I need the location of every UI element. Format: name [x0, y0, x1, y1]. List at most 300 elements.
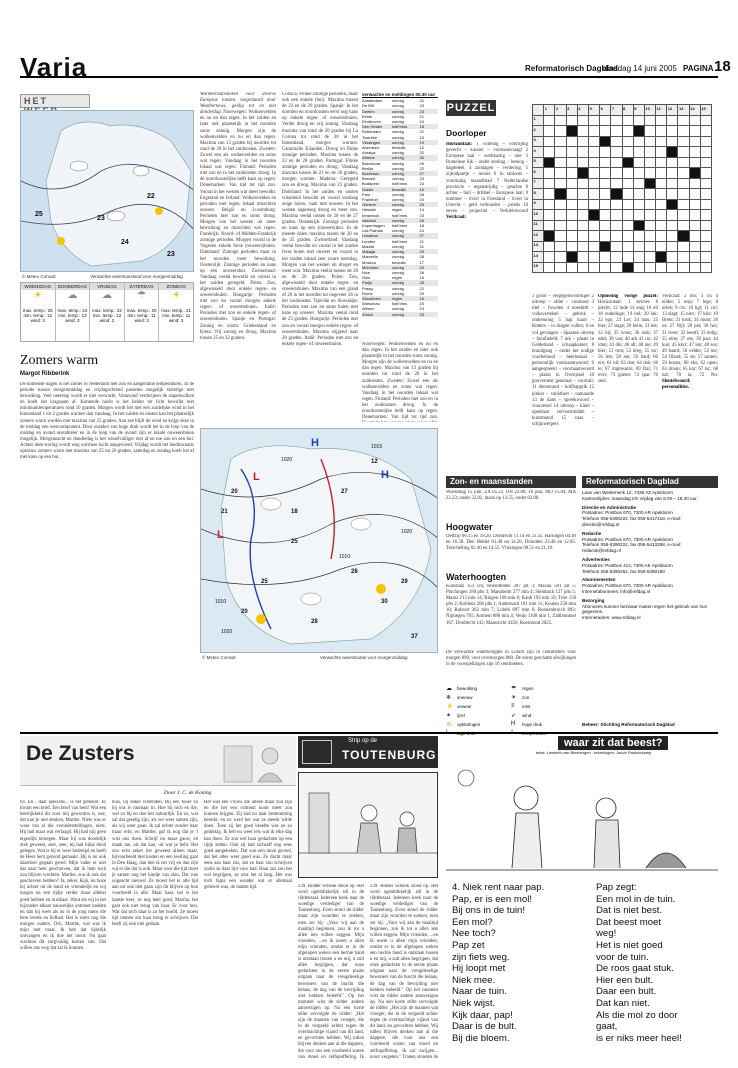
grid-cell[interactable]: [600, 231, 611, 242]
grid-cell[interactable]: [600, 252, 611, 263]
grid-cell[interactable]: [667, 168, 678, 179]
grid-cell[interactable]: [544, 115, 555, 126]
grid-cell[interactable]: [622, 241, 633, 252]
forecast-line: min. temp.: 12: [92, 313, 122, 318]
grid-row-number[interactable]: 7: [533, 178, 544, 189]
grid-cell[interactable]: [678, 262, 689, 273]
grid-cell[interactable]: [644, 147, 655, 158]
table-cell: Wenen: [362, 306, 375, 312]
grid-row-number[interactable]: 13: [533, 241, 544, 252]
waar-header: [446, 736, 718, 754]
grid-cell[interactable]: [577, 115, 588, 126]
grid-cell[interactable]: [667, 241, 678, 252]
grid-cell[interactable]: [566, 136, 577, 147]
grid-column-number[interactable]: 4: [577, 105, 588, 116]
grid-cell[interactable]: [588, 168, 599, 179]
low-pressure-icon: L: [446, 730, 450, 736]
grid-row-number[interactable]: 11: [533, 220, 544, 231]
table-cell: zonnig: [392, 217, 404, 223]
grid-cell[interactable]: [588, 199, 599, 210]
grid-black-cell[interactable]: [611, 189, 622, 200]
grid-cell[interactable]: [600, 199, 611, 210]
grid-column-number[interactable]: 9: [633, 105, 644, 116]
grid-cell[interactable]: [577, 189, 588, 200]
grid-cell[interactable]: [588, 189, 599, 200]
grid-black-cell[interactable]: [566, 126, 577, 137]
grid-row-number[interactable]: 9: [533, 199, 544, 210]
body: Noorwegen: Wolkenvelden en nu en dan regen. In het zuiden en later ook plaatselijk in het noorden soms zonnig. Morgen zijn de wolkenvelden en nu en dan regen. Maxima van 13 graden bij noorden tot rond de 20 in het zuidoosten. Zweden: Zowel een als wolkenvelden en soms wat regen. Vandaag in het noorden lokaal wat regen. Finland: Perioden met zon en in het zuidoosten droog. In de noordoostelijke helft kans op regen. Denemarken: Van tijd tot tijd zon. Vooral in het westen wat meer bewolkt. Engeland en Ierland: Wolkenvelden en perioden met regen, lokaal misschien onweer. België en Luxemburg: Perioden met zon en soms droog. Morgen van het westen uit meer bewolking en misschien wat regen. Frankrijk: Noord- of Midden-Frankrijk zonnige perioden. Morgen vooral in de Vogezen enkele forse (onweers)buien. Duitsland: Zonnige perioden maar in het noorden meer bewolking. Oostenrijk: Zonnige perioden en kans op een onweersbui. Zwitserland: Vandaag veelal bewolkt en vooral in het zuiden geregeld. Polen: Zon, afgewisseld door enkele regen- en onweersbuien. Hongarije: Perioden met zon en vooral morgen enkele regen- of onweersbuien. Italië: Perioden met zon en enkele regen- of onweersbuien. Spanje en Portugal: Zonnig en warm. Griekenland en Kreta: Vrij zonnig en droog. Maxima tussen 25 en 32 graden.: [200, 110, 276, 341]
grid-cell[interactable]: [566, 199, 577, 210]
grid-cell[interactable]: [689, 199, 700, 210]
grid-cell[interactable]: [656, 168, 667, 179]
grid-cell[interactable]: [633, 115, 644, 126]
grid-cell[interactable]: [644, 136, 655, 147]
grid-cell[interactable]: [633, 231, 644, 242]
colofon-beheer: Beheer: Stichting Reformatorisch Dagblad: [582, 722, 675, 727]
grid-cell[interactable]: [656, 147, 667, 158]
forecast-line: wind: 3: [169, 318, 184, 323]
grid-column-number[interactable]: 1: [544, 105, 555, 116]
grid-black-cell[interactable]: [566, 252, 577, 263]
grid-cell[interactable]: [588, 147, 599, 158]
grid-cell[interactable]: [544, 168, 555, 179]
grid-black-cell[interactable]: [555, 189, 566, 200]
grid-cell[interactable]: [700, 199, 711, 210]
grid-cell[interactable]: [577, 178, 588, 189]
grid-column-number[interactable]: 13: [678, 105, 689, 116]
grid-cell[interactable]: [611, 126, 622, 137]
grid-cell[interactable]: [555, 262, 566, 273]
strip-text-1: 139. Ridder Schenk stond op. Het werd ogenblikkelijk stil in de riddenzaal. Iedereen keek naar de woedige verdediger van de Toutenburg. Even stond de ridder maar zijn woorden te zoeken, toen zei hij: „Voor wij aan de maaltijd beginnen, zou ik tot u allen iets willen zeggen. Mijn vrienden, ...en ik noem u allen mijn vrienden, omdat er in de afgelopen weken een hechte band is ontstaan tussen u en mij, u zult allen begrijpen, dat onze gedachten in de eerste plaats uitgaan naar de vreugdeselige bewoners van de burcht die helaas, de dag van de bevrijding niet hebben beleefd." Op het moment wist de ridder andere aanwezigen op. Na een korte stilte vervolgde de ridder: „Het zijn de mannen van vroeger, die in de vergeeld achter tegen de overmachtige vijand van dit land, en gevochten hebben. Wij tullen blijven denken aan al die dappere, die voor ons een voorbeeld waren van moed en zelfopoffering. Ik: [298, 884, 364, 1059]
grid-cell[interactable]: [656, 136, 667, 147]
colofon-line: Internetadres: www.refdag.nl: [582, 615, 641, 621]
grid-cell[interactable]: [611, 252, 622, 263]
grid-cell[interactable]: [644, 189, 655, 200]
grid-cell[interactable]: [577, 231, 588, 242]
table-cell: Antalya: [362, 150, 376, 156]
colofon-title: Reformatorisch Dagblad: [582, 476, 718, 488]
grid-cell[interactable]: [577, 241, 588, 252]
grid-black-cell[interactable]: [600, 136, 611, 147]
table-cell: 27: [419, 233, 424, 239]
grid-cell[interactable]: [622, 136, 633, 147]
grid-cell[interactable]: [566, 262, 577, 273]
forecast-line: max. temp.: 21: [161, 308, 192, 313]
grid-cell[interactable]: [566, 178, 577, 189]
grid-column-number[interactable]: 11: [656, 105, 667, 116]
table-cell: bewolkt: [392, 259, 406, 265]
grid-cell[interactable]: [577, 157, 588, 168]
table-cell: zonnig: [392, 139, 404, 145]
grid-cell[interactable]: [656, 220, 667, 231]
grid-cell[interactable]: [689, 136, 700, 147]
grid-cell[interactable]: [678, 210, 689, 221]
grid-cell[interactable]: [577, 220, 588, 231]
grid-cell[interactable]: [566, 115, 577, 126]
grid-cell[interactable]: [689, 147, 700, 158]
grid-column-number[interactable]: 8: [622, 105, 633, 116]
intro: Warmterstatistieken voor diverse Europese landen, toegestuurd door Weathernews, geldig tot en met donderdag.: [200, 92, 276, 116]
grid-black-cell[interactable]: [622, 262, 633, 273]
grid-cell[interactable]: [622, 126, 633, 137]
grid-cell[interactable]: [544, 241, 555, 252]
grid-row-number[interactable]: 3: [533, 136, 544, 147]
grid-cell[interactable]: [611, 210, 622, 221]
grid-cell[interactable]: [644, 241, 655, 252]
grid-cell[interactable]: [622, 147, 633, 158]
grid-cell[interactable]: [611, 115, 622, 126]
grid-cell[interactable]: [588, 252, 599, 263]
grid-column-number[interactable]: 10: [644, 105, 655, 116]
grid-cell[interactable]: [588, 136, 599, 147]
grid-cell[interactable]: [622, 115, 633, 126]
grid-cell[interactable]: [544, 178, 555, 189]
grid-cell[interactable]: [611, 157, 622, 168]
map2-credit: © Meteo Consult: [202, 655, 236, 660]
grid-cell[interactable]: [555, 241, 566, 252]
grid-cell[interactable]: [678, 252, 689, 263]
grid-cell[interactable]: [622, 189, 633, 200]
grid-cell[interactable]: [633, 262, 644, 273]
grid-cell[interactable]: [667, 262, 678, 273]
grid-black-cell[interactable]: [656, 252, 667, 263]
grid-cell[interactable]: [600, 147, 611, 158]
grid-cell[interactable]: [678, 136, 689, 147]
grid-cell[interactable]: [689, 189, 700, 200]
grid-cell[interactable]: [700, 220, 711, 231]
grid-cell[interactable]: [611, 178, 622, 189]
grid-cell[interactable]: [689, 220, 700, 231]
grid-black-cell[interactable]: [544, 231, 555, 242]
grid-cell[interactable]: [656, 189, 667, 200]
cloud-icon: ☁: [446, 685, 452, 692]
grid-cell[interactable]: [600, 157, 611, 168]
grid-row-number[interactable]: 1: [533, 115, 544, 126]
grid-cell[interactable]: [633, 147, 644, 158]
grid-black-cell[interactable]: [633, 220, 644, 231]
grid-cell[interactable]: [689, 262, 700, 273]
grid-cell[interactable]: [544, 252, 555, 263]
grid-cell[interactable]: [644, 220, 655, 231]
grid-cell[interactable]: [667, 178, 678, 189]
grid-column-number[interactable]: 2: [555, 105, 566, 116]
grid-cell[interactable]: [611, 136, 622, 147]
crossword-grid[interactable]: [532, 104, 712, 273]
grid-cell[interactable]: [588, 231, 599, 242]
grid-cell[interactable]: [566, 241, 577, 252]
table-cell: 31: [419, 243, 424, 249]
grid-cell[interactable]: [622, 220, 633, 231]
grid-cell[interactable]: [644, 252, 655, 263]
grid-cell[interactable]: [544, 210, 555, 221]
grid-cell[interactable]: [700, 157, 711, 168]
grid-cell[interactable]: [611, 168, 622, 179]
grid-row-number[interactable]: 2: [533, 126, 544, 137]
grid-cell[interactable]: [667, 210, 678, 221]
grid-cell[interactable]: [633, 168, 644, 179]
grid-cell[interactable]: [622, 252, 633, 263]
solution-text-2: Verticaal: 2 mo; 3 rix 4 eilder; 5 resp; 7 lege; 8 urlek; 9 cic; 10 hgt; 11 col; 13 slagt; 15 niev; 17 klie; 19 Brent; 21 kruk; 24 munt; 26 os; 27 Nijl; 28 pet; 30 hes; 31 lever; 32 heetfl; 33 tedig; 35 elite; 37 ele; 39 pan; 44 kun; 45 kkrr; 47 ion; 48 sos; 49 baard; 50 veider; 52 me; 54 Olaud; 55 de; 57 santen; 59 boena; 60 eks; 62 open; 63 droop; 65 kar; 67 lsc; 68 nar; 70 ia; 72 Nu.: [662, 294, 718, 379]
map-caption: Verwachte weerstoestand voor morgenmiddag: [90, 274, 183, 279]
grid-black-cell[interactable]: [678, 231, 689, 242]
grid-cell[interactable]: [700, 241, 711, 252]
grid-cell[interactable]: [622, 199, 633, 210]
grid-cell[interactable]: [678, 168, 689, 179]
table-cell: 28: [419, 191, 424, 197]
grid-cell[interactable]: [689, 231, 700, 242]
grid-cell[interactable]: [633, 252, 644, 263]
grid-cell[interactable]: [600, 168, 611, 179]
grid-cell[interactable]: [577, 147, 588, 158]
grid-column-number[interactable]: 7: [611, 105, 622, 116]
table-cell: Athene: [362, 155, 375, 161]
grid-black-cell[interactable]: [633, 126, 644, 137]
grid-cell[interactable]: [667, 157, 678, 168]
grid-cell[interactable]: [555, 178, 566, 189]
grid-cell[interactable]: [700, 178, 711, 189]
grid-row-number[interactable]: 12: [533, 231, 544, 242]
grid-cell[interactable]: [611, 220, 622, 231]
grid-cell[interactable]: [622, 178, 633, 189]
grid-cell[interactable]: [555, 115, 566, 126]
grid-cell[interactable]: [644, 199, 655, 210]
grid-cell[interactable]: [689, 126, 700, 137]
map-temp-3: 22: [147, 193, 155, 200]
legend-item: [511, 711, 576, 719]
grid-cell[interactable]: [700, 262, 711, 273]
grid-cell[interactable]: [588, 220, 599, 231]
grid-cell[interactable]: [700, 210, 711, 221]
grid-cell[interactable]: [577, 262, 588, 273]
wind-icon: ➶: [511, 712, 517, 719]
grid-cell[interactable]: [689, 115, 700, 126]
grid-cell[interactable]: [622, 168, 633, 179]
grid-cell[interactable]: [644, 168, 655, 179]
grid-cell[interactable]: [700, 252, 711, 263]
grid-column-number[interactable]: 14: [689, 105, 700, 116]
forecast-line: wind: 3: [30, 318, 45, 323]
grid-cell[interactable]: [566, 147, 577, 158]
grid-black-cell[interactable]: [667, 199, 678, 210]
grid-row-number[interactable]: 8: [533, 189, 544, 200]
grid-cell[interactable]: [566, 220, 577, 231]
grid-cell[interactable]: [555, 210, 566, 221]
grid-cell[interactable]: [656, 199, 667, 210]
grid-cell[interactable]: [700, 115, 711, 126]
grid-cell[interactable]: [689, 157, 700, 168]
grid-cell[interactable]: [544, 136, 555, 147]
grid-row-number[interactable]: 6: [533, 168, 544, 179]
grid-cell[interactable]: [600, 115, 611, 126]
grid-cell[interactable]: [555, 168, 566, 179]
grid-cell[interactable]: [633, 241, 644, 252]
grid-cell[interactable]: [678, 115, 689, 126]
grid-cell[interactable]: [633, 199, 644, 210]
grid-cell[interactable]: [644, 210, 655, 221]
grid-cell[interactable]: [555, 252, 566, 263]
grid-cell[interactable]: [611, 262, 622, 273]
grid-cell[interactable]: [577, 252, 588, 263]
forecast-line: max. temp.: 20: [126, 308, 157, 313]
grid-column-number[interactable]: 5: [588, 105, 599, 116]
grid-cell[interactable]: [689, 178, 700, 189]
solution-title: Oplossing vorige puzzel:: [598, 294, 658, 299]
grid-cell[interactable]: [700, 168, 711, 179]
grid-cell[interactable]: [622, 210, 633, 221]
grid-cell[interactable]: [544, 147, 555, 158]
grid-cell[interactable]: [678, 126, 689, 137]
grid-cell[interactable]: [667, 231, 678, 242]
grid-cell[interactable]: [644, 157, 655, 168]
grid-black-cell[interactable]: [544, 157, 555, 168]
grid-cell[interactable]: [644, 262, 655, 273]
grid-cell[interactable]: [667, 126, 678, 137]
grid-cell[interactable]: [566, 231, 577, 242]
table-cell: Madrid: [362, 243, 375, 249]
map-temperature: 30: [381, 599, 388, 605]
grid-row-number[interactable]: 4: [533, 147, 544, 158]
grid-black-cell[interactable]: [577, 168, 588, 179]
grid-black-cell[interactable]: [689, 168, 700, 179]
grid-cell[interactable]: [600, 178, 611, 189]
grid-cell[interactable]: [555, 199, 566, 210]
grid-cell[interactable]: [678, 241, 689, 252]
grid-cell[interactable]: [544, 262, 555, 273]
grid-cell[interactable]: [700, 231, 711, 242]
grid-cell[interactable]: [566, 168, 577, 179]
grid-cell[interactable]: [678, 199, 689, 210]
grid-cell[interactable]: [600, 189, 611, 200]
grid-black-cell[interactable]: [667, 147, 678, 158]
grid-cell[interactable]: [656, 262, 667, 273]
grid-cell[interactable]: [633, 178, 644, 189]
grid-cell[interactable]: [555, 231, 566, 242]
grid-black-cell[interactable]: [588, 210, 599, 221]
grid-cell[interactable]: [644, 231, 655, 242]
grid-cell[interactable]: [544, 126, 555, 137]
ice-icon: ✶: [446, 712, 452, 719]
grid-cell[interactable]: [577, 210, 588, 221]
colofon-line: Telefoon 055-5390222, fax 055-5413288, e-mail: redactie@refdag.nl: [582, 542, 682, 554]
poem-line: Bij die bloem.: [452, 1032, 510, 1044]
waar-credits: tekst: Liesbeth van Binsbergen · tekeningen: Jacob Pastoorkamp: [536, 750, 652, 755]
grid-cell[interactable]: [544, 199, 555, 210]
grid-cell[interactable]: [622, 231, 633, 242]
cloud-icon: ☁: [67, 290, 78, 301]
legend-item: [511, 702, 576, 710]
grid-cell[interactable]: [700, 136, 711, 147]
grid-cell[interactable]: [633, 136, 644, 147]
grid-cell[interactable]: [544, 189, 555, 200]
grid-cell[interactable]: [644, 115, 655, 126]
grid-cell[interactable]: [667, 136, 678, 147]
grid-cell[interactable]: [566, 157, 577, 168]
grid-cell[interactable]: [656, 178, 667, 189]
grid-cell[interactable]: [678, 147, 689, 158]
grid-black-cell[interactable]: [644, 178, 655, 189]
grid-cell[interactable]: [700, 147, 711, 158]
grid-cell[interactable]: [689, 252, 700, 263]
grid-cell[interactable]: [611, 231, 622, 242]
grid-row-number[interactable]: 10: [533, 210, 544, 221]
grid-cell[interactable]: [667, 115, 678, 126]
grid-cell[interactable]: [588, 157, 599, 168]
grid-cell[interactable]: [700, 126, 711, 137]
grid-cell[interactable]: [555, 157, 566, 168]
grid-cell[interactable]: [633, 189, 644, 200]
grid-row-number[interactable]: 15: [533, 262, 544, 273]
grid-cell[interactable]: [544, 220, 555, 231]
grid-cell[interactable]: [633, 210, 644, 221]
grid-cell[interactable]: [678, 189, 689, 200]
table-cell: zonnig: [392, 108, 404, 114]
poem-line: Bij ons in de tuin!: [452, 905, 526, 917]
grid-black-cell[interactable]: [600, 241, 611, 252]
grid-column-number[interactable]: 15: [700, 105, 711, 116]
grid-cell[interactable]: [555, 126, 566, 137]
grid-column-number[interactable]: 3: [566, 105, 577, 116]
grid-cell[interactable]: [700, 189, 711, 200]
grid-cell[interactable]: [644, 126, 655, 137]
grid-cell[interactable]: [600, 262, 611, 273]
grid-cell[interactable]: [555, 220, 566, 231]
grid-cell[interactable]: [656, 126, 667, 137]
grid-cell[interactable]: [566, 189, 577, 200]
grid-cell[interactable]: [588, 178, 599, 189]
grid-black-cell[interactable]: [622, 157, 633, 168]
grid-cell[interactable]: [667, 220, 678, 231]
grid-column-number[interactable]: 12: [667, 105, 678, 116]
table-cell: Malaga: [362, 249, 376, 255]
grid-cell[interactable]: [656, 115, 667, 126]
grid-cell[interactable]: [600, 220, 611, 231]
grid-cell[interactable]: [588, 126, 599, 137]
grid-column-number[interactable]: 6: [600, 105, 611, 116]
grid-cell[interactable]: [600, 126, 611, 137]
grid-cell[interactable]: [577, 136, 588, 147]
grid-cell[interactable]: [611, 241, 622, 252]
grid-cell[interactable]: [577, 199, 588, 210]
grid-corner[interactable]: [533, 105, 544, 116]
grid-cell[interactable]: [689, 210, 700, 221]
grid-cell[interactable]: [588, 262, 599, 273]
grid-cell[interactable]: [656, 210, 667, 221]
grid-cell[interactable]: [611, 199, 622, 210]
grid-row-number[interactable]: 14: [533, 252, 544, 263]
grid-cell[interactable]: [656, 157, 667, 168]
grid-cell[interactable]: [577, 126, 588, 137]
grid-cell[interactable]: [600, 210, 611, 221]
grid-cell[interactable]: [611, 147, 622, 158]
grid-cell[interactable]: [555, 147, 566, 158]
grid-row-number[interactable]: 5: [533, 157, 544, 168]
grid-cell[interactable]: [678, 220, 689, 231]
grid-cell[interactable]: [633, 157, 644, 168]
grid-cell[interactable]: [555, 136, 566, 147]
grid-cell[interactable]: [566, 210, 577, 221]
grid-cell[interactable]: [678, 157, 689, 168]
grid-cell[interactable]: [667, 252, 678, 263]
table-cell: zonnig: [392, 311, 404, 317]
grid-cell[interactable]: [678, 178, 689, 189]
grid-cell[interactable]: [588, 241, 599, 252]
grid-cell[interactable]: [656, 231, 667, 242]
grid-cell[interactable]: [689, 241, 700, 252]
grid-cell[interactable]: [656, 241, 667, 252]
grid-cell[interactable]: [667, 189, 678, 200]
grid-cell[interactable]: [588, 115, 599, 126]
table-cell: Moskou: [362, 259, 377, 265]
